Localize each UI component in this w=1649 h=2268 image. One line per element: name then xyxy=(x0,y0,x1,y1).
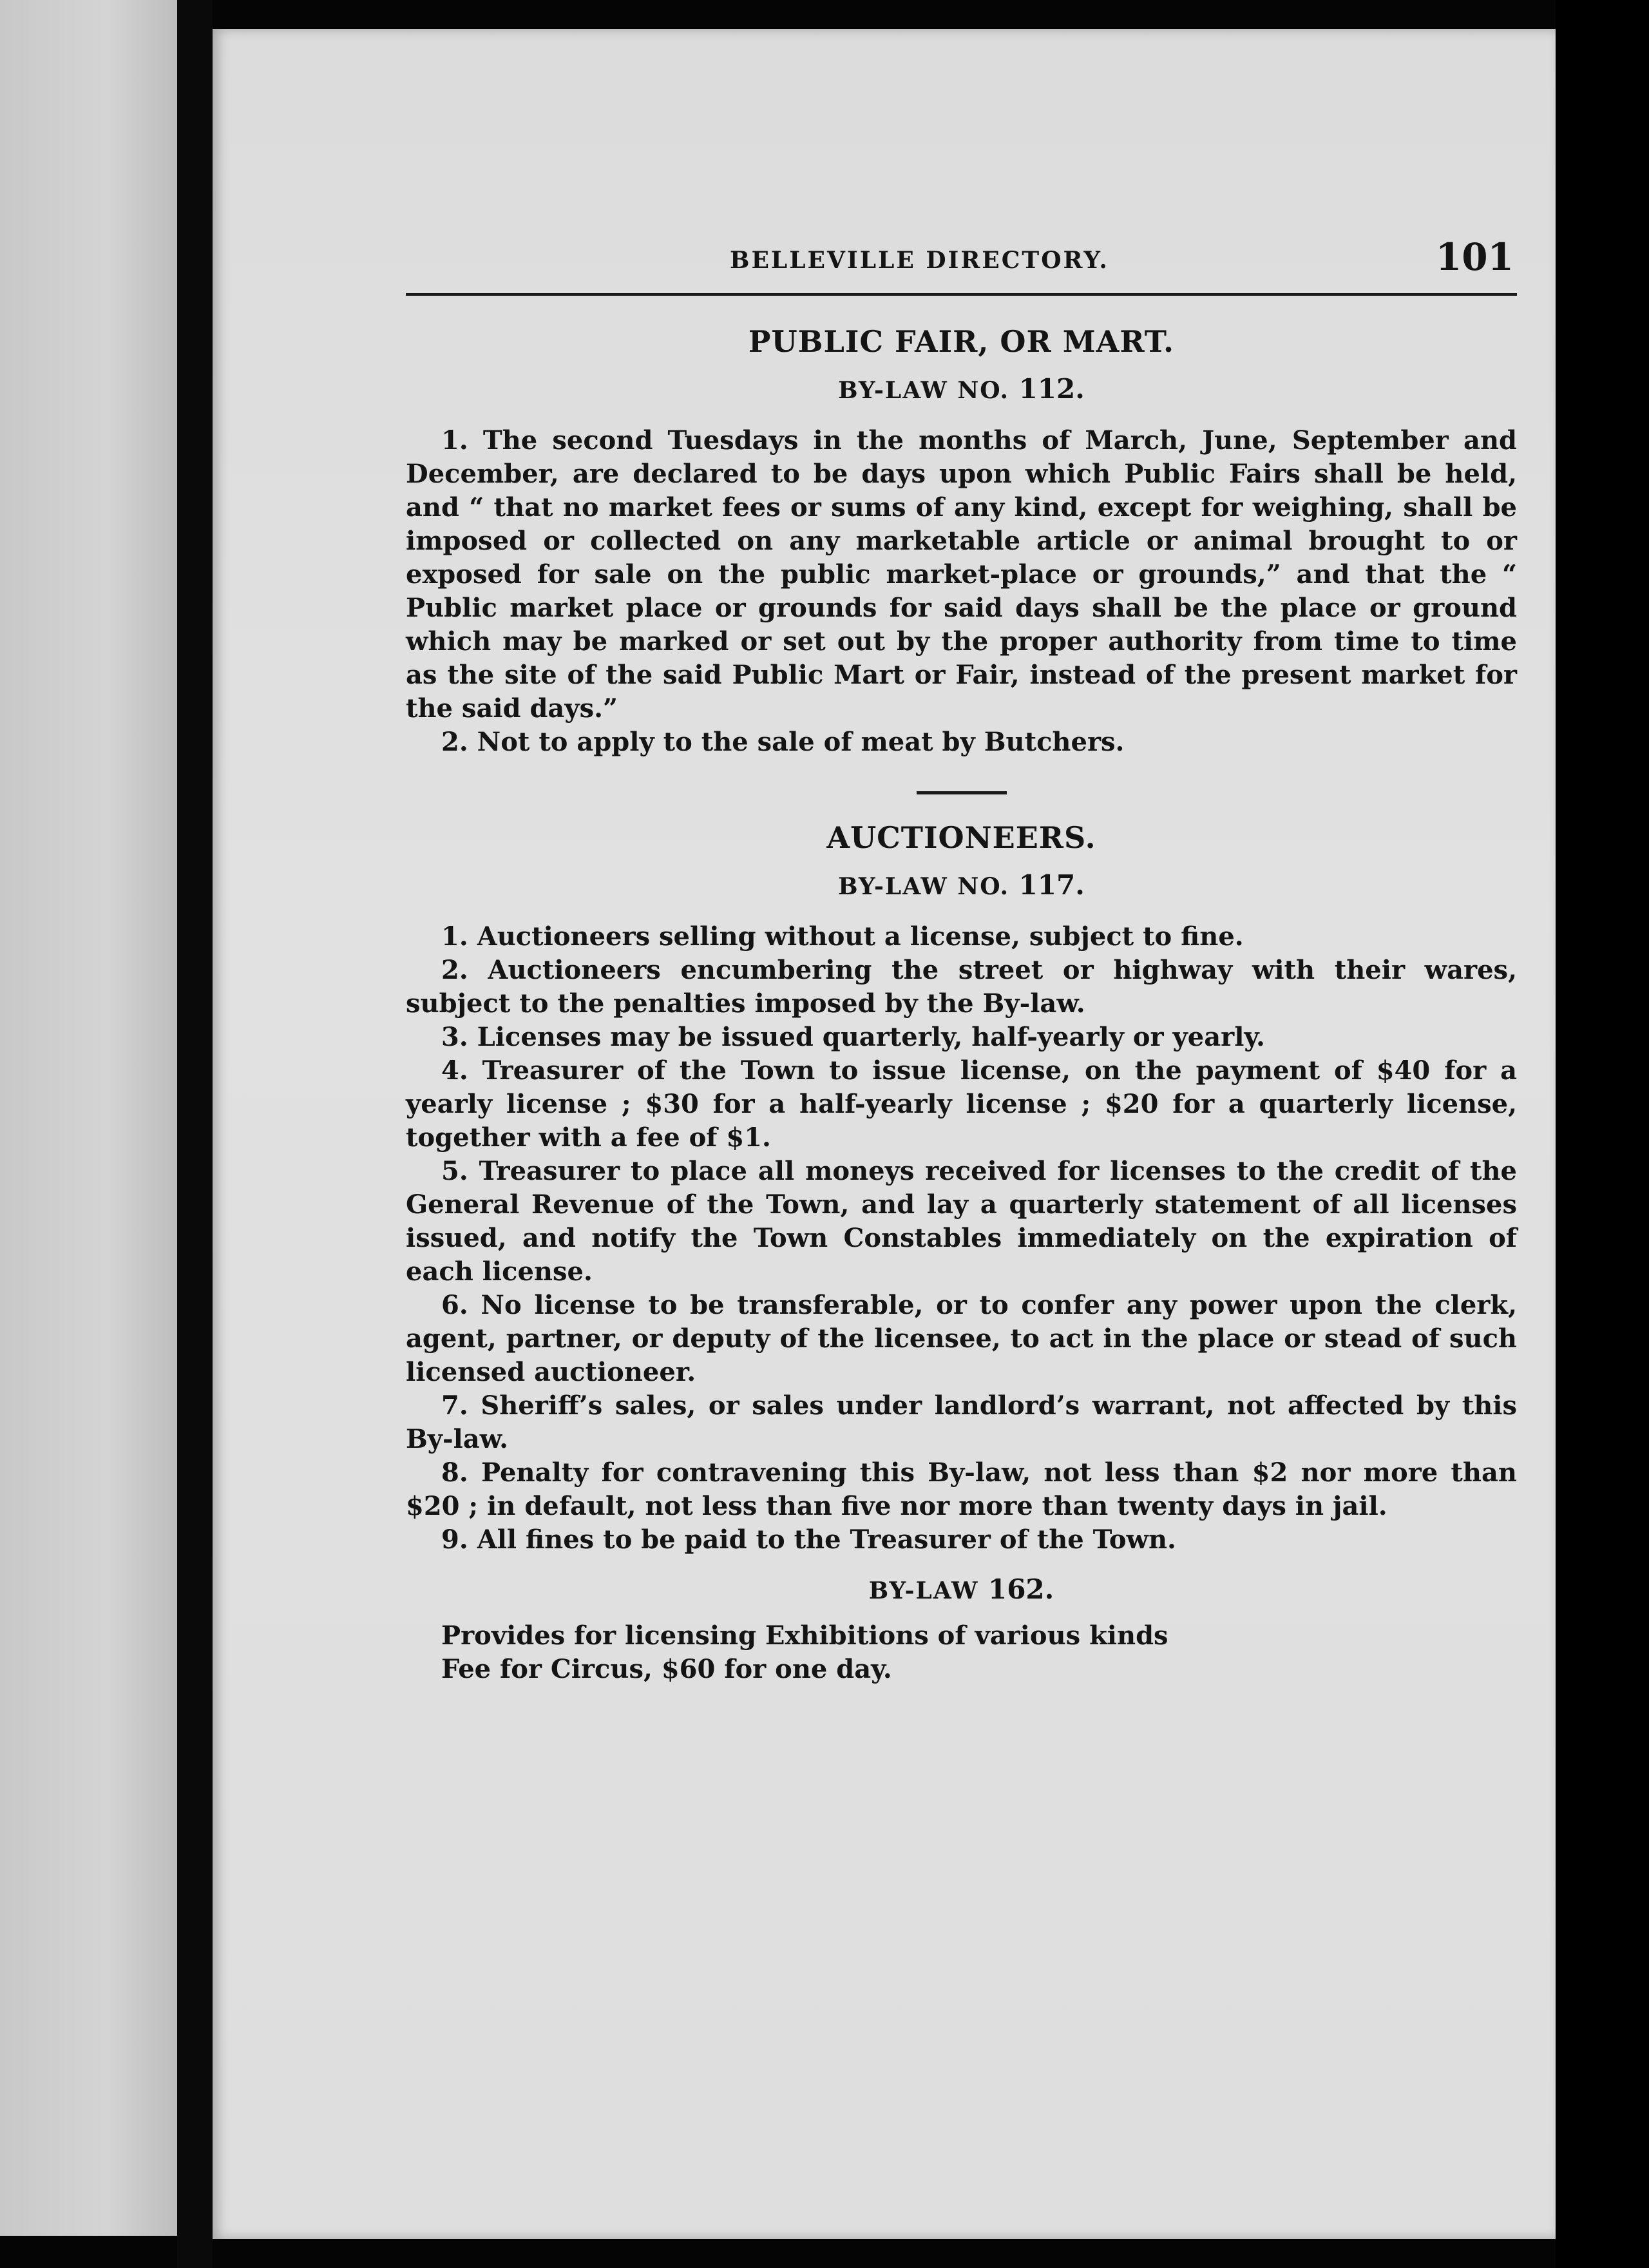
section-public-fair xyxy=(406,324,1517,759)
running-head xyxy=(406,235,1517,287)
bylaw-number: 162. xyxy=(987,1573,1054,1605)
paragraph: 9. All fines to be paid to the Treasurer of the Town. xyxy=(441,1524,1176,1555)
page-content xyxy=(406,235,1517,1686)
paragraph: 2. Not to apply to the sale of meat by Butchers. xyxy=(441,727,1125,757)
bylaw-number: 117. xyxy=(1018,869,1085,901)
paragraph: 7. Sheriff’s sales, or sales under landlord’s warrant, not affected by this By-law. xyxy=(406,1390,1517,1454)
bylaw-label: BY-LAW NO. xyxy=(838,377,1010,404)
book-gutter xyxy=(177,0,213,2268)
section-divider xyxy=(917,791,1007,794)
header-rule xyxy=(406,293,1517,296)
paragraph: 3. Licenses may be issued quarterly, half-yearly or yearly. xyxy=(441,1022,1265,1052)
paragraph: 5. Treasurer to place all moneys received for licenses to the credit of the General Revenue of the Town, and lay a quarterly statement of all licenses issued, and notify the Town Constables immediately on the expiration of each license. xyxy=(406,1156,1517,1287)
section-bylaw-162 xyxy=(406,1573,1517,1686)
section-title: AUCTIONEERS. xyxy=(826,820,1096,855)
paragraph: 4. Treasurer of the Town to issue license, on the payment of $40 for a yearly license ; $30 for a half-yearly license ; $20 for a quarterly license, together with a fee of $1. xyxy=(406,1055,1517,1153)
section-title: PUBLIC FAIR, OR MART. xyxy=(748,324,1175,359)
scan-border xyxy=(1556,0,1649,2268)
paragraph: Provides for licensing Exhibitions of various kinds xyxy=(441,1620,1168,1651)
bylaw-label: BY-LAW NO. xyxy=(838,873,1010,900)
paragraph: 1. The second Tuesdays in the months of March, June, September and December, are declared to be days upon which Public Fairs shall be held, and “ that no market fees or sums of any kind, except for weighing, shall be imposed or collected on any marketable article or animal brought to or exposed for sale on the public market-place or grounds,” and that the “ Public market place or grounds for said days shall be the place or ground which may be marked or set out by the proper authority from time to time as the site of the said Public Mart or Fair, instead of the present market for the said days.” xyxy=(406,425,1517,724)
page xyxy=(213,29,1556,2239)
paragraph: Fee for Circus, $60 for one day. xyxy=(441,1654,892,1684)
paragraph: 1. Auctioneers selling without a license, subject to fine. xyxy=(441,921,1244,952)
paragraph: 8. Penalty for contravening this By-law, not less than $2 nor more than $20 ; in default, not less than five nor more than twenty days in jail. xyxy=(406,1457,1517,1521)
page-number: 101 xyxy=(1435,235,1514,279)
bylaw-heading xyxy=(406,869,1517,901)
bylaw-heading xyxy=(406,1573,1517,1605)
paragraph: 6. No license to be transferable, or to confer any power upon the clerk, agent, partner, or deputy of the licensee, to act in the place or stead of such licensed auctioneer. xyxy=(406,1290,1517,1387)
bylaw-number: 112. xyxy=(1018,373,1085,405)
paragraph: 2. Auctioneers encumbering the street or highway with their wares, subject to the penalties imposed by the By-law. xyxy=(406,955,1517,1019)
bylaw-label: BY-LAW xyxy=(868,1577,979,1604)
previous-page-edge xyxy=(0,0,177,2236)
bylaw-heading xyxy=(406,373,1517,405)
running-title: BELLEVILLE DIRECTORY. xyxy=(730,247,1109,274)
section-auctioneers xyxy=(406,820,1517,1557)
